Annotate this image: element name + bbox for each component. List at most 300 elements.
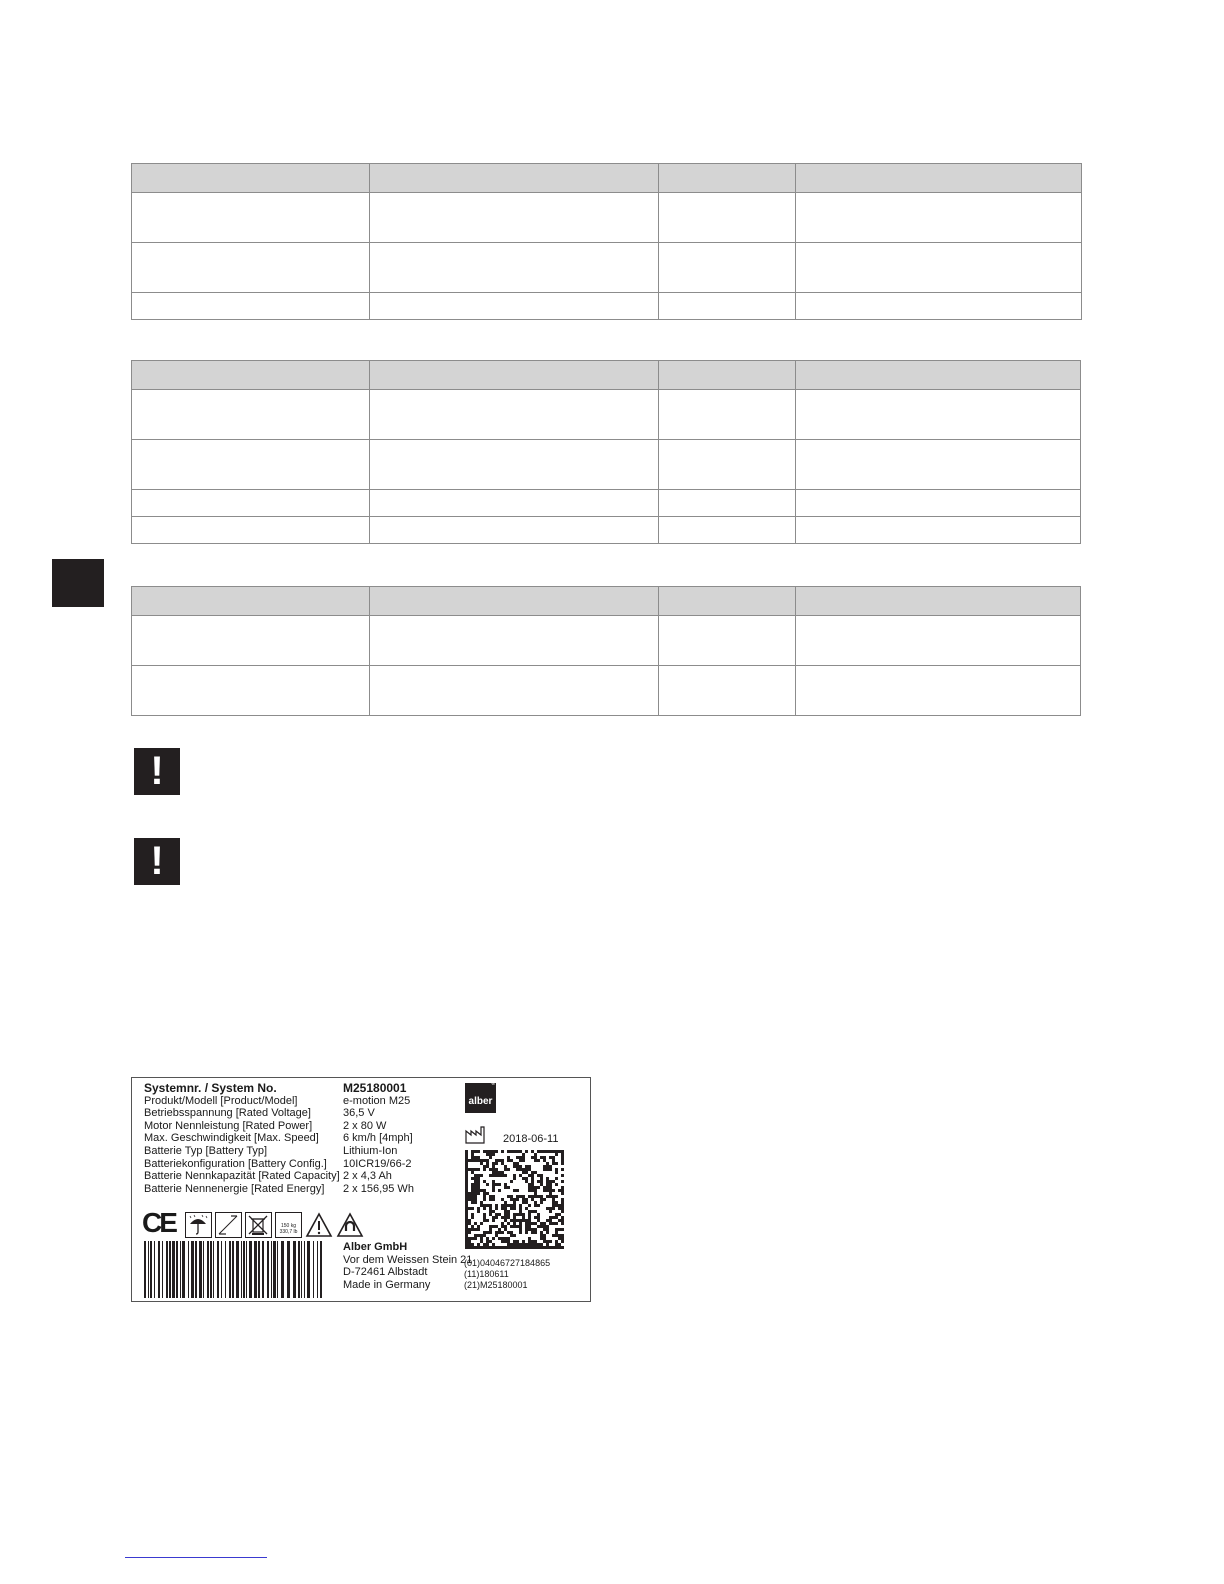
datamatrix-cell xyxy=(555,1150,558,1153)
datamatrix-cell xyxy=(555,1195,558,1198)
datamatrix-cell xyxy=(540,1246,543,1249)
datamatrix-cell xyxy=(477,1234,480,1237)
datamatrix-cell xyxy=(474,1177,477,1180)
datamatrix-cell xyxy=(498,1171,501,1174)
datamatrix-cell xyxy=(540,1222,543,1225)
datamatrix-cell xyxy=(528,1195,531,1198)
datamatrix-cell xyxy=(540,1156,543,1159)
umbrella-icon xyxy=(185,1212,212,1238)
barcode-bar xyxy=(271,1241,272,1298)
datamatrix-cell xyxy=(555,1216,558,1219)
datamatrix-cell xyxy=(465,1228,468,1231)
datamatrix-cell xyxy=(522,1243,525,1246)
datamatrix-cell xyxy=(525,1201,528,1204)
datamatrix-cell xyxy=(468,1231,471,1234)
barcode-bar xyxy=(158,1241,160,1298)
datamatrix-cell xyxy=(489,1174,492,1177)
datamatrix-cell xyxy=(543,1222,546,1225)
datamatrix-cell xyxy=(528,1204,531,1207)
datamatrix-cell xyxy=(483,1204,486,1207)
datamatrix-cell xyxy=(537,1204,540,1207)
datamatrix-cell xyxy=(477,1210,480,1213)
datamatrix-cell xyxy=(519,1156,522,1159)
datamatrix-cell xyxy=(465,1225,468,1228)
datamatrix-cell xyxy=(483,1243,486,1246)
datamatrix-cell xyxy=(504,1165,507,1168)
datamatrix-cell xyxy=(486,1150,489,1153)
datamatrix-cell xyxy=(549,1219,552,1222)
spec-value: 2 x 156,95 Wh xyxy=(343,1182,414,1195)
datamatrix-cell xyxy=(558,1246,561,1249)
datamatrix-cell xyxy=(513,1240,516,1243)
datamatrix-cell xyxy=(483,1159,486,1162)
datamatrix-cell xyxy=(525,1207,528,1210)
datamatrix-cell xyxy=(465,1204,468,1207)
datamatrix-cell xyxy=(549,1240,552,1243)
datamatrix-cell xyxy=(537,1186,540,1189)
datamatrix-cell xyxy=(486,1165,489,1168)
spec-table-1 xyxy=(131,163,1082,320)
datamatrix-cell xyxy=(561,1180,564,1183)
datamatrix-cell xyxy=(561,1237,564,1240)
datamatrix-cell xyxy=(483,1198,486,1201)
datamatrix-cell xyxy=(522,1198,525,1201)
spec-table-3 xyxy=(131,586,1081,716)
datamatrix-cell xyxy=(516,1156,519,1159)
barcode-bar xyxy=(144,1241,146,1298)
datamatrix-cell xyxy=(519,1222,522,1225)
datamatrix-cell xyxy=(465,1153,468,1156)
datamatrix-cell xyxy=(465,1150,468,1153)
spec-value: 2 x 80 W xyxy=(343,1119,387,1132)
barcode-bar xyxy=(176,1241,178,1298)
barcode-bar xyxy=(148,1241,149,1298)
datamatrix-cell xyxy=(549,1207,552,1210)
datamatrix-cell xyxy=(525,1243,528,1246)
datamatrix-cell xyxy=(561,1234,564,1237)
datamatrix-cell xyxy=(480,1162,483,1165)
datamatrix-cell xyxy=(498,1183,501,1186)
datamatrix-cell xyxy=(483,1246,486,1249)
datamatrix-cell xyxy=(525,1228,528,1231)
datamatrix-cell xyxy=(546,1240,549,1243)
datamatrix-cell xyxy=(519,1225,522,1228)
datamatrix-cell xyxy=(495,1204,498,1207)
datamatrix-cell xyxy=(465,1174,468,1177)
datamatrix-cell xyxy=(525,1222,528,1225)
datamatrix-cell xyxy=(471,1186,474,1189)
chapter-tab-marker xyxy=(52,559,104,607)
warning-glyph: ! xyxy=(150,839,164,883)
datamatrix-cell xyxy=(519,1174,522,1177)
datamatrix-cell xyxy=(546,1228,549,1231)
datamatrix-cell xyxy=(483,1150,486,1153)
datamatrix-cell xyxy=(555,1153,558,1156)
datamatrix-cell xyxy=(492,1153,495,1156)
datamatrix-cell xyxy=(519,1213,522,1216)
datamatrix-cell xyxy=(510,1225,513,1228)
datamatrix-cell xyxy=(498,1228,501,1231)
datamatrix-cell xyxy=(543,1156,546,1159)
table-row xyxy=(132,193,1082,243)
spec-value: 2 x 4,3 Ah xyxy=(343,1170,392,1183)
datamatrix-cell xyxy=(474,1186,477,1189)
datamatrix-cell xyxy=(507,1168,510,1171)
datamatrix-cell xyxy=(540,1234,543,1237)
datamatrix-cell xyxy=(465,1210,468,1213)
datamatrix-cell xyxy=(465,1207,468,1210)
datamatrix-cell xyxy=(477,1150,480,1153)
datamatrix-cell xyxy=(531,1240,534,1243)
datamatrix-cell xyxy=(531,1171,534,1174)
datamatrix-cell xyxy=(480,1222,483,1225)
datamatrix-cell xyxy=(552,1234,555,1237)
datamatrix-cell xyxy=(555,1171,558,1174)
datamatrix-cell xyxy=(525,1168,528,1171)
spec-value: 10ICR19/66-2 xyxy=(343,1157,412,1170)
datamatrix-cell xyxy=(465,1216,468,1219)
datamatrix-cell xyxy=(489,1195,492,1198)
datamatrix-cell xyxy=(486,1192,489,1195)
datamatrix-cell xyxy=(546,1168,549,1171)
datamatrix-cell xyxy=(465,1213,468,1216)
datamatrix-cell xyxy=(543,1168,546,1171)
datamatrix-cell xyxy=(504,1201,507,1204)
datamatrix-cell xyxy=(549,1189,552,1192)
datamatrix-cell xyxy=(555,1231,558,1234)
datamatrix-cell xyxy=(531,1189,534,1192)
datamatrix-cell xyxy=(492,1171,495,1174)
datamatrix-cell xyxy=(555,1204,558,1207)
datamatrix-cell xyxy=(507,1150,510,1153)
datamatrix-cell xyxy=(519,1150,522,1153)
datamatrix-cell xyxy=(474,1189,477,1192)
datamatrix-cell xyxy=(480,1204,483,1207)
datamatrix-cell xyxy=(501,1231,504,1234)
datamatrix-cell xyxy=(513,1207,516,1210)
barcode-bar xyxy=(258,1241,260,1298)
table-row xyxy=(132,390,1081,440)
spec-row xyxy=(144,1158,414,1171)
datamatrix-cell xyxy=(471,1225,474,1228)
barcode-bar xyxy=(213,1241,214,1298)
barcode xyxy=(144,1241,324,1298)
datamatrix-cell xyxy=(507,1159,510,1162)
datamatrix-cell xyxy=(528,1246,531,1249)
datamatrix-cell xyxy=(540,1150,543,1153)
datamatrix-cell xyxy=(504,1237,507,1240)
table-row xyxy=(132,243,1082,293)
weee-bin-icon xyxy=(245,1212,272,1238)
datamatrix-cell xyxy=(513,1234,516,1237)
datamatrix-cell xyxy=(525,1180,528,1183)
datamatrix-cell xyxy=(474,1150,477,1153)
datamatrix-cell xyxy=(534,1216,537,1219)
datamatrix-cell xyxy=(549,1192,552,1195)
barcode-bar xyxy=(307,1241,310,1298)
barcode-bar xyxy=(254,1241,257,1298)
datamatrix-cell xyxy=(501,1171,504,1174)
datamatrix-cell xyxy=(540,1201,543,1204)
datamatrix-cell xyxy=(507,1222,510,1225)
datamatrix-cell xyxy=(510,1219,513,1222)
logo-trademark: ® xyxy=(491,1081,495,1087)
datamatrix-cell xyxy=(546,1177,549,1180)
barcode-bar xyxy=(217,1241,219,1298)
datamatrix-cell xyxy=(486,1183,489,1186)
datamatrix-cell xyxy=(528,1186,531,1189)
datamatrix-cell xyxy=(522,1246,525,1249)
datamatrix-cell xyxy=(540,1237,543,1240)
datamatrix-cell xyxy=(477,1180,480,1183)
datamatrix-cell xyxy=(531,1186,534,1189)
datamatrix-cell xyxy=(495,1216,498,1219)
datamatrix-cell xyxy=(549,1165,552,1168)
datamatrix-cell xyxy=(540,1195,543,1198)
datamatrix-cell xyxy=(528,1216,531,1219)
barcode-bar xyxy=(207,1241,209,1298)
datamatrix-cell xyxy=(465,1198,468,1201)
barcode-bar xyxy=(172,1241,175,1298)
datamatrix-cell xyxy=(477,1168,480,1171)
datamatrix-cell xyxy=(492,1216,495,1219)
datamatrix-cell xyxy=(492,1225,495,1228)
datamatrix-cell xyxy=(498,1213,501,1216)
datamatrix-cell xyxy=(525,1246,528,1249)
warning-exclamation-icon xyxy=(134,748,180,795)
datamatrix-cell xyxy=(504,1204,507,1207)
datamatrix-cell xyxy=(546,1189,549,1192)
city: D-72461 Albstadt xyxy=(343,1266,428,1279)
alber-logo xyxy=(465,1083,496,1113)
datamatrix-cell xyxy=(543,1159,546,1162)
datamatrix-cell xyxy=(489,1207,492,1210)
datamatrix-cell xyxy=(498,1159,501,1162)
datamatrix-cell xyxy=(549,1246,552,1249)
table-row xyxy=(132,490,1081,517)
datamatrix-cell xyxy=(489,1153,492,1156)
datamatrix-cell xyxy=(501,1159,504,1162)
datamatrix-cell xyxy=(501,1240,504,1243)
manufacturer-address xyxy=(343,1241,472,1291)
datamatrix-cell xyxy=(492,1246,495,1249)
datamatrix-cell xyxy=(552,1198,555,1201)
datamatrix-cell xyxy=(501,1216,504,1219)
datamatrix-cell xyxy=(465,1222,468,1225)
datamatrix-cell xyxy=(465,1195,468,1198)
datamatrix-cell xyxy=(486,1246,489,1249)
datamatrix-cell xyxy=(492,1162,495,1165)
datamatrix-cell xyxy=(471,1228,474,1231)
datamatrix-cell xyxy=(471,1171,474,1174)
datamatrix-cell xyxy=(555,1246,558,1249)
datamatrix-cell xyxy=(531,1243,534,1246)
datamatrix-cell xyxy=(528,1189,531,1192)
datamatrix-cell xyxy=(543,1186,546,1189)
datamatrix-cell xyxy=(480,1237,483,1240)
datamatrix-cell xyxy=(555,1222,558,1225)
datamatrix-cell xyxy=(540,1183,543,1186)
datamatrix-cell xyxy=(534,1159,537,1162)
datamatrix-cell xyxy=(531,1174,534,1177)
datamatrix-cell xyxy=(507,1156,510,1159)
datamatrix-cell xyxy=(471,1192,474,1195)
datamatrix-cell xyxy=(516,1162,519,1165)
datamatrix-cell xyxy=(477,1192,480,1195)
datamatrix-cell xyxy=(507,1240,510,1243)
datamatrix-cell xyxy=(552,1201,555,1204)
barcode-bar xyxy=(210,1241,212,1298)
spec-row xyxy=(144,1132,414,1145)
barcode-bar xyxy=(298,1241,300,1298)
datamatrix-cell xyxy=(525,1231,528,1234)
datamatrix-cell xyxy=(516,1195,519,1198)
barcode-bar xyxy=(225,1241,226,1298)
datamatrix-cell xyxy=(507,1210,510,1213)
datamatrix-cell xyxy=(540,1225,543,1228)
datamatrix-cell xyxy=(534,1228,537,1231)
datamatrix-cell xyxy=(477,1225,480,1228)
datamatrix-cell xyxy=(531,1210,534,1213)
datamatrix-cell xyxy=(513,1201,516,1204)
datamatrix-cell xyxy=(474,1222,477,1225)
datamatrix-cell xyxy=(489,1198,492,1201)
datamatrix-cell xyxy=(468,1207,471,1210)
datamatrix-cell xyxy=(504,1207,507,1210)
datamatrix-cell xyxy=(543,1150,546,1153)
type-plate-label xyxy=(131,1077,591,1302)
barcode-bar xyxy=(232,1241,234,1298)
datamatrix-cell xyxy=(537,1243,540,1246)
datamatrix-cell xyxy=(474,1159,477,1162)
barcode-numbers xyxy=(464,1258,550,1291)
spec-row xyxy=(144,1095,414,1108)
datamatrix-cell xyxy=(516,1168,519,1171)
datamatrix-cell xyxy=(561,1216,564,1219)
datamatrix-cell xyxy=(492,1174,495,1177)
datamatrix-cell xyxy=(549,1216,552,1219)
datamatrix-cell xyxy=(501,1222,504,1225)
datamatrix-cell xyxy=(513,1174,516,1177)
datamatrix-cell xyxy=(486,1153,489,1156)
spec-list xyxy=(144,1082,414,1195)
datamatrix-cell xyxy=(474,1156,477,1159)
datamatrix-cell xyxy=(489,1168,492,1171)
datamatrix-cell xyxy=(561,1246,564,1249)
barcode-bar xyxy=(229,1241,231,1298)
datamatrix-cell xyxy=(561,1219,564,1222)
datamatrix-cell xyxy=(543,1198,546,1201)
datamatrix-cell xyxy=(558,1189,561,1192)
datamatrix-cell xyxy=(504,1174,507,1177)
datamatrix-cell xyxy=(525,1165,528,1168)
datamatrix-cell xyxy=(534,1222,537,1225)
datamatrix-cell xyxy=(525,1150,528,1153)
datamatrix-cell xyxy=(555,1243,558,1246)
datamatrix-cell xyxy=(519,1231,522,1234)
datamatrix-cell xyxy=(534,1231,537,1234)
datamatrix-cell xyxy=(543,1240,546,1243)
datamatrix-cell xyxy=(549,1150,552,1153)
datamatrix-cell xyxy=(471,1183,474,1186)
datamatrix-cell xyxy=(555,1228,558,1231)
datamatrix-cell xyxy=(510,1195,513,1198)
datamatrix-cell xyxy=(537,1225,540,1228)
datamatrix-cell xyxy=(552,1246,555,1249)
weight-limit-icon xyxy=(275,1212,302,1238)
datamatrix-cell xyxy=(495,1168,498,1171)
datamatrix-cell xyxy=(561,1189,564,1192)
datamatrix-cell xyxy=(528,1222,531,1225)
datamatrix-cell xyxy=(525,1177,528,1180)
datamatrix-cell xyxy=(483,1192,486,1195)
datamatrix-cell xyxy=(549,1195,552,1198)
barcode-bar xyxy=(281,1241,284,1298)
datamatrix-cell xyxy=(465,1156,468,1159)
datamatrix-cell xyxy=(474,1246,477,1249)
datamatrix-cell xyxy=(492,1168,495,1171)
datamatrix-cell xyxy=(531,1195,534,1198)
datamatrix-cell xyxy=(477,1228,480,1231)
datamatrix-cell xyxy=(510,1150,513,1153)
datamatrix-cell xyxy=(465,1177,468,1180)
datamatrix-cell xyxy=(555,1168,558,1171)
datamatrix-cell xyxy=(468,1237,471,1240)
datamatrix-cell xyxy=(474,1192,477,1195)
spec-key: Max. Geschwindigkeit [Max. Speed] xyxy=(144,1132,319,1145)
datamatrix-cell xyxy=(528,1213,531,1216)
barcode-bar xyxy=(191,1241,194,1298)
datamatrix-cell xyxy=(546,1162,549,1165)
datamatrix-cell xyxy=(528,1237,531,1240)
datamatrix-cell xyxy=(465,1183,468,1186)
datamatrix-cell xyxy=(510,1198,513,1201)
datamatrix-cell xyxy=(516,1240,519,1243)
datamatrix-cell xyxy=(477,1246,480,1249)
datamatrix-cell xyxy=(471,1237,474,1240)
spec-key: Batterie Nennkapazität [Rated Capacity] xyxy=(144,1170,340,1183)
table-header-row xyxy=(132,361,1081,390)
datamatrix-cell xyxy=(558,1237,561,1240)
datamatrix-cell xyxy=(522,1171,525,1174)
datamatrix-cell xyxy=(489,1156,492,1159)
datamatrix-cell xyxy=(483,1207,486,1210)
datamatrix-cell xyxy=(519,1159,522,1162)
datamatrix-cell xyxy=(561,1156,564,1159)
datamatrix-cell xyxy=(474,1183,477,1186)
datamatrix-cell xyxy=(552,1180,555,1183)
certification-symbols xyxy=(142,1208,364,1238)
datamatrix-cell xyxy=(483,1189,486,1192)
datamatrix-cell xyxy=(492,1150,495,1153)
weight-lb: 330,7 lb xyxy=(279,1229,298,1235)
datamatrix-cell xyxy=(543,1225,546,1228)
datamatrix-cell xyxy=(504,1186,507,1189)
spec-value: 6 km/h [4mph] xyxy=(343,1132,413,1145)
datamatrix-cell xyxy=(531,1231,534,1234)
datamatrix-cell xyxy=(552,1204,555,1207)
datamatrix-cell xyxy=(477,1159,480,1162)
datamatrix-cell xyxy=(513,1222,516,1225)
datamatrix-cell xyxy=(495,1234,498,1237)
barcode-bar xyxy=(150,1241,152,1298)
date-code: (11)180611 xyxy=(464,1269,509,1279)
datamatrix-cell xyxy=(531,1228,534,1231)
datamatrix-cell xyxy=(534,1171,537,1174)
barcode-bar xyxy=(293,1241,296,1298)
datamatrix-cell xyxy=(534,1195,537,1198)
street: Vor dem Weissen Stein 21 xyxy=(343,1253,473,1266)
